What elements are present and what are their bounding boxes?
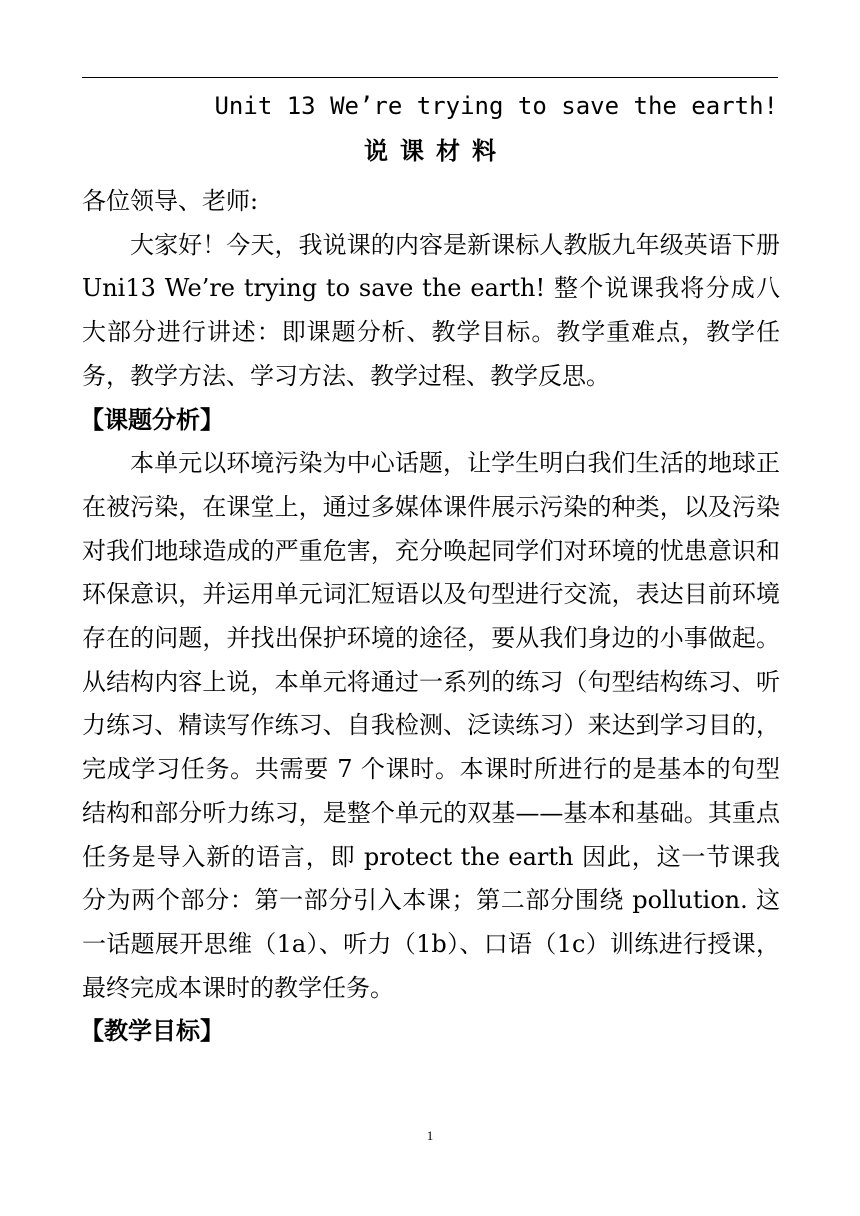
page-number: 1 (426, 1128, 434, 1143)
section-heading-teaching-goals: 【教学目标】 (80, 1017, 224, 1046)
section-heading-topic-analysis: 【课题分析】 (80, 405, 224, 434)
document-body (82, 180, 780, 1054)
document-subtitle: 说课材料 (364, 137, 508, 165)
intro-paragraph: 大家好！今天，我说课的内容是新课标人教版九年级英语下册Uni13 We’re trying to save the earth! 整个说课我将分成八大部分进行讲述：即课题分析、教学目标。教学重难点，教学任务，教学方法、学习方法、教学过程、教学反思。 (82, 230, 780, 390)
greeting-line: 各位领导、老师: (82, 187, 259, 215)
header-rule (82, 77, 778, 78)
document-title: Unit 13 We’re trying to save the earth! (214, 92, 778, 120)
topic-analysis-paragraph: 本单元以环境污染为中心话题，让学生明白我们生活的地球正在被污染，在课堂上，通过多媒体课件展示污染的种类，以及污染对我们地球造成的严重危害，充分唤起同学们对环境的忧患意识和环保意识，并运用单元词汇短语以及句型进行交流，表达目前环境存在的问题，并找出保护环境的途径，要从我们身边的小事做起。从结构内容上说，本单元将通过一系列的练习（句型结构练习、听力练习、精读写作练习、自我检测、泛读练习）来达到学习目的，完成学习任务。共需要 7 个课时。本课时所进行的是基本的句型结构和部分听力练习，是整个单元的双基——基本和基础。其重点任务是导入新的语言，即 protect the earth 因此，这一节课我分为两个部分：第一部分引入本课；第二部分围绕 pollution. 这一话题展开思维（1a）、听力（1b）、口语（1c）训练进行授课，最终完成本课时的教学任务。 (82, 449, 780, 1002)
